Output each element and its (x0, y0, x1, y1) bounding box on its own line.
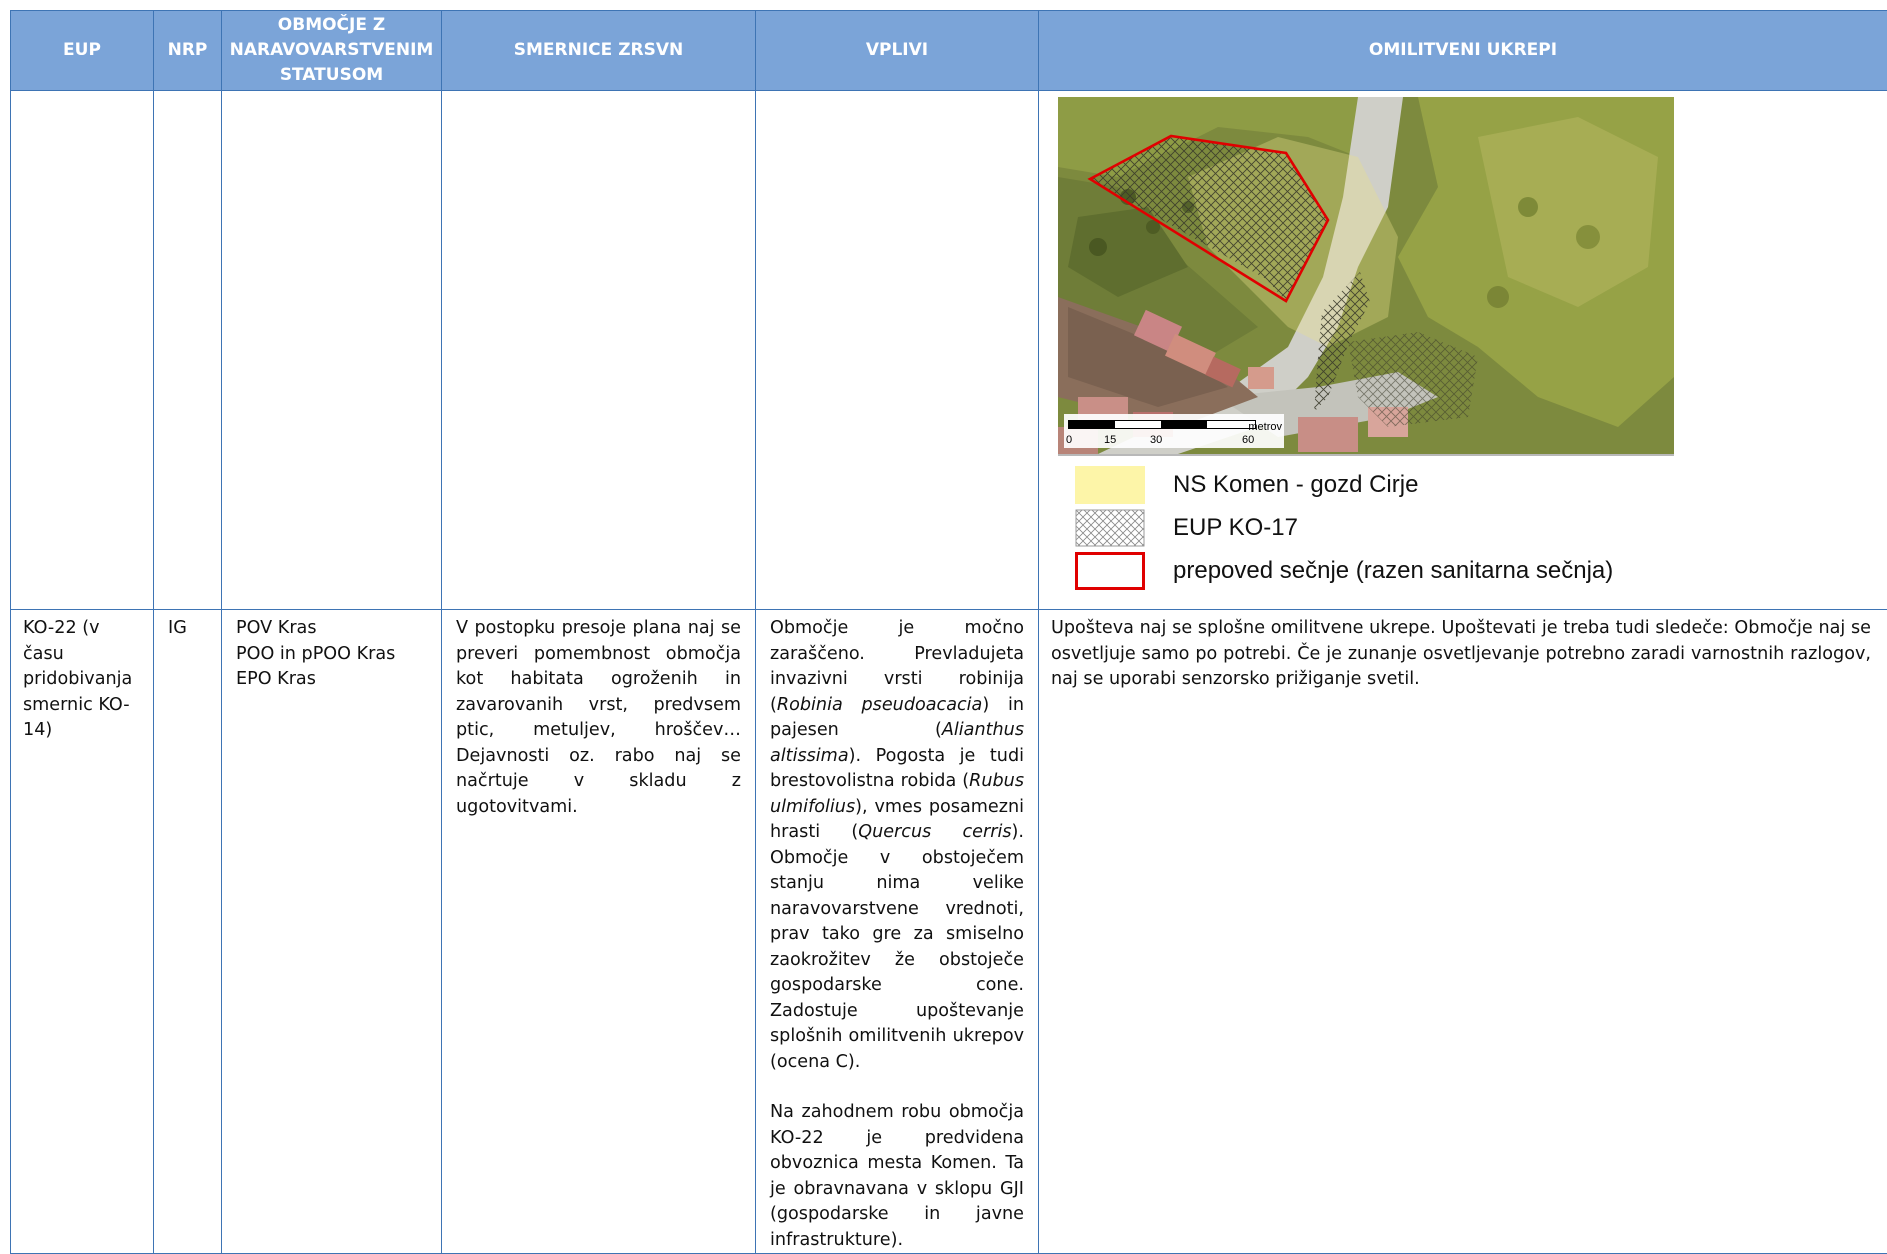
legend-label: EUP KO-17 (1173, 511, 1298, 545)
empty-cell (154, 91, 222, 610)
scale-tick-15: 15 (1104, 428, 1116, 454)
vplivi-text: Območje je močno zaraščeno. Prevladujeta invazivni vrsti robinija ( (770, 618, 1024, 715)
map-scale-bar (1064, 414, 1284, 448)
aerial-map (1058, 97, 1674, 609)
header-nrp: NRP (154, 11, 222, 91)
table-row-ko22 (11, 610, 1887, 1254)
cell-status (222, 610, 442, 1254)
legend-item-eup (1075, 509, 1665, 551)
empty-cell (222, 91, 442, 610)
cell-smernice (442, 610, 756, 1254)
ukrepi-text: Upošteva naj se splošne omilitvene ukrepe. Upoštevati je treba tudi sledeče: Območje naj se osvetljuje samo po potrebi. Če je zunanje osvetljevanje potrebno zaradi varnostnih razlogov, naj se uporabi senzorsko prižiganje svetil. (1039, 610, 1887, 693)
cell-vplivi (756, 610, 1039, 1254)
header-eup: EUP (11, 11, 154, 91)
header-status: OBMOČJE Z NARAVOVARSTVENIM STATUSOM (222, 11, 442, 91)
legend-swatch-crosshatch (1075, 509, 1145, 547)
empty-cell (442, 91, 756, 610)
scale-tick-60: 60 (1242, 428, 1254, 454)
vplivi-paragraph-1 (756, 610, 1038, 1075)
vplivi-text: ), vmes posamezni hrasti ( (770, 797, 1024, 843)
nrp-text: IG (154, 610, 221, 642)
legend-swatch-yellow (1075, 466, 1145, 504)
header-smernice: SMERNICE ZRSVN (442, 11, 756, 91)
map-cell (1039, 91, 1887, 610)
cell-ukrepi (1039, 610, 1887, 1254)
header-ukrepi: OMILITVENI UKREPI (1039, 11, 1887, 91)
header-vplivi: VPLIVI (756, 11, 1039, 91)
legend-swatch-red-outline (1075, 552, 1145, 590)
cell-eup (11, 610, 154, 1254)
vplivi-text: ) in pajesen ( (770, 695, 1024, 741)
scale-unit: metrov (1248, 415, 1282, 441)
scale-tick-30: 30 (1150, 428, 1162, 454)
table-row-map (11, 91, 1887, 610)
table-header-row (11, 11, 1887, 91)
empty-cell (756, 91, 1039, 610)
cell-nrp (154, 610, 222, 1254)
empty-cell (11, 91, 154, 610)
status-text: POV Kras POO in pPOO Kras EPO Kras (222, 610, 441, 693)
eup-table (10, 10, 1887, 1254)
legend-label: NS Komen - gozd Cirje (1173, 468, 1418, 502)
legend-item-no-felling (1075, 552, 1665, 594)
legend-label: prepoved sečnje (razen sanitarna sečnja) (1173, 554, 1613, 588)
eup-text: KO-22 (v času pridobivanja smernic KO-14) (11, 610, 153, 744)
vplivi-paragraph-2: Na zahodnem robu območja KO-22 je predvidena obvoznica mesta Komen. Ta je obravnavana v sklopu GJI (gospodarske in javne infrastrukture). (756, 1075, 1038, 1253)
species-name: Quercus cerris (858, 822, 1011, 842)
species-name: Rubus ulmifolius (770, 771, 1024, 817)
vplivi-text: ). Območje v obstoječem stanju nima velike naravovarstvene vrednoti, prav tako gre za smiselno zaokrožitev že obstoječe gospodarske cone. Zadostuje upoštevanje splošnih omilitvenih ukrepov (ocena C). (770, 822, 1024, 1072)
scale-tick-0: 0 (1066, 428, 1072, 454)
vplivi-text: ). Pogosta je tudi brestovolistna robida ( (770, 746, 1024, 792)
species-name: Robinia pseudoacacia (777, 695, 982, 715)
map-legend (1058, 454, 1674, 609)
smernice-text: V postopku presoje plana naj se preveri pomembnost območja kot habitata ogroženih in zavarovanih vrst, predvsem ptic, metuljev, hroščev… Dejavnosti oz. rabo naj se načrtuje v skladu z ugotovitvami. (442, 610, 755, 820)
legend-item-protected-area (1075, 466, 1665, 508)
species-name: Alianthus altissima (770, 720, 1024, 766)
